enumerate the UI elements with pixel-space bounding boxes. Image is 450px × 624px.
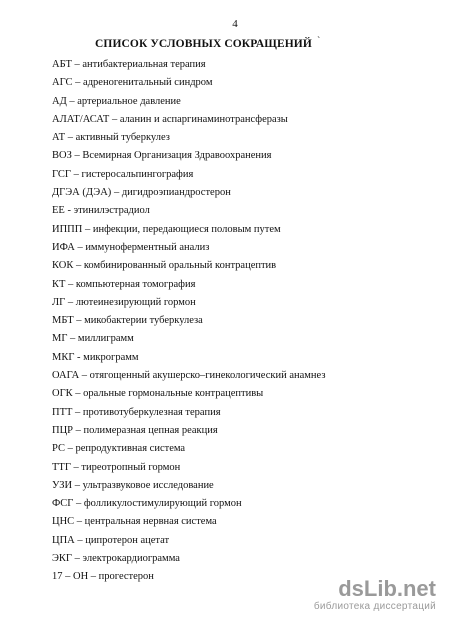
title-mark: `: [317, 36, 321, 47]
list-item: [52, 385, 325, 403]
watermark-logo: dsLib.net: [338, 576, 436, 601]
abbreviation: ЦНС: [52, 516, 75, 528]
list-item: [52, 202, 325, 220]
list-item: [52, 257, 325, 275]
abbreviation: ЦПА: [52, 534, 75, 546]
abbreviation: ЛГ: [52, 296, 66, 308]
definition: – лютеинезирующий гормон: [65, 296, 196, 308]
definition: – оральные гормональные контрацептивы: [72, 388, 264, 400]
list-item: [52, 166, 325, 184]
definition: – адреногенитальный синдром: [72, 77, 213, 89]
definition: – противотуберкулезная терапия: [72, 406, 221, 418]
list-item: [52, 129, 325, 147]
definition: – ультразвуковое исследование: [72, 479, 214, 491]
abbreviation: АГС: [52, 77, 73, 89]
list-item: [52, 93, 325, 111]
definition: – активный туберкулез: [65, 132, 170, 144]
list-item: [52, 568, 325, 586]
list-item: [52, 367, 325, 385]
list-item: [52, 221, 325, 239]
abbreviation: ИФА: [52, 241, 75, 253]
definition: – комбинированный оральный контрацептив: [73, 260, 277, 272]
abbreviation: АЛАТ/АСАТ: [52, 113, 110, 125]
list-item: [52, 294, 325, 312]
abbreviation: ГСГ: [52, 168, 72, 180]
list-item: [52, 239, 325, 257]
definition: – антибактериальная терапия: [71, 59, 206, 70]
definition: – отягощенный акушерско–гинекологический анамнез: [79, 370, 326, 382]
list-item: [52, 349, 325, 367]
definition: – полимеразная цепная реакция: [73, 424, 218, 436]
list-item: [52, 276, 325, 294]
list-item: [52, 56, 325, 74]
definition: – иммуноферментный анализ: [74, 241, 210, 253]
definition: – центральная нервная система: [74, 516, 217, 528]
abbreviation: АД: [52, 95, 67, 107]
abbreviation: ФСГ: [52, 498, 74, 510]
abbreviation: МГ: [52, 333, 68, 345]
definition: – микобактерии туберкулеза: [73, 315, 203, 327]
abbreviation: ЕЕ: [52, 205, 65, 217]
definition: – миллиграмм: [67, 333, 134, 345]
definition: – артериальное давление: [66, 95, 181, 107]
list-item: [52, 532, 325, 550]
list-item: [52, 404, 325, 422]
abbreviation: КТ: [52, 278, 66, 290]
list-item: [52, 477, 325, 495]
definition: – дигидроэпиандростерон: [111, 187, 231, 199]
abbreviation: АБТ: [52, 59, 72, 70]
abbreviation-list: [52, 56, 325, 587]
definition: – фолликулостимулирующий гормон: [73, 498, 242, 510]
watermark: [314, 578, 436, 612]
list-item: [52, 422, 325, 440]
definition: – Всемирная Организация Здравоохранения: [71, 150, 272, 162]
definition: – прогестерон: [88, 571, 154, 583]
list-item: [52, 495, 325, 513]
abbreviation: ОГК: [52, 388, 73, 400]
abbreviation: 17 – ОН: [52, 571, 89, 583]
definition: – инфекции, передающиеся половым путем: [82, 223, 281, 235]
abbreviation: ЭКГ: [52, 553, 73, 565]
abbreviation: РС: [52, 443, 65, 455]
definition: – ципротерон ацетат: [74, 534, 170, 546]
list-item: [52, 550, 325, 568]
list-item: [52, 184, 325, 202]
abbreviation: КОК: [52, 260, 74, 272]
list-item: [52, 459, 325, 477]
abbreviation: ВОЗ: [52, 150, 72, 162]
definition: – гистеросальпингография: [71, 168, 194, 180]
abbreviation: МБТ: [52, 315, 74, 327]
watermark-subtitle: библиотека диссертаций: [313, 601, 436, 612]
definition: – компьютерная томография: [65, 278, 196, 290]
list-item: [52, 147, 325, 165]
list-item: [52, 312, 325, 330]
definition: - этинилэстрадиол: [64, 205, 150, 217]
list-item: [52, 513, 325, 531]
abbreviation: ПЦР: [52, 424, 74, 436]
list-item: [52, 74, 325, 92]
abbreviation: МКГ: [52, 351, 75, 363]
list-item: [52, 330, 325, 348]
definition: – тиреотропный гормон: [70, 461, 181, 473]
abbreviation: ДГЭА (ДЭА): [52, 187, 112, 199]
abbreviation: ОАГА: [52, 370, 80, 382]
definition: – электрокардиограмма: [72, 553, 180, 565]
page-title: СПИСОК УСЛОВНЫХ СОКРАЩЕНИЙ: [95, 38, 312, 50]
abbreviation: АТ: [52, 132, 66, 144]
abbreviation: УЗИ: [52, 479, 73, 491]
abbreviation: ИППП: [52, 223, 83, 235]
list-item: [52, 111, 325, 129]
list-item: [52, 440, 325, 458]
page-number: 4: [232, 18, 238, 30]
abbreviation: ТТГ: [52, 461, 71, 473]
definition: – репродуктивная система: [64, 443, 186, 455]
definition: – аланин и аспаргинаминотрансферазы: [109, 113, 288, 125]
abbreviation: ПТТ: [52, 406, 73, 418]
definition: - микрограмм: [74, 351, 139, 363]
